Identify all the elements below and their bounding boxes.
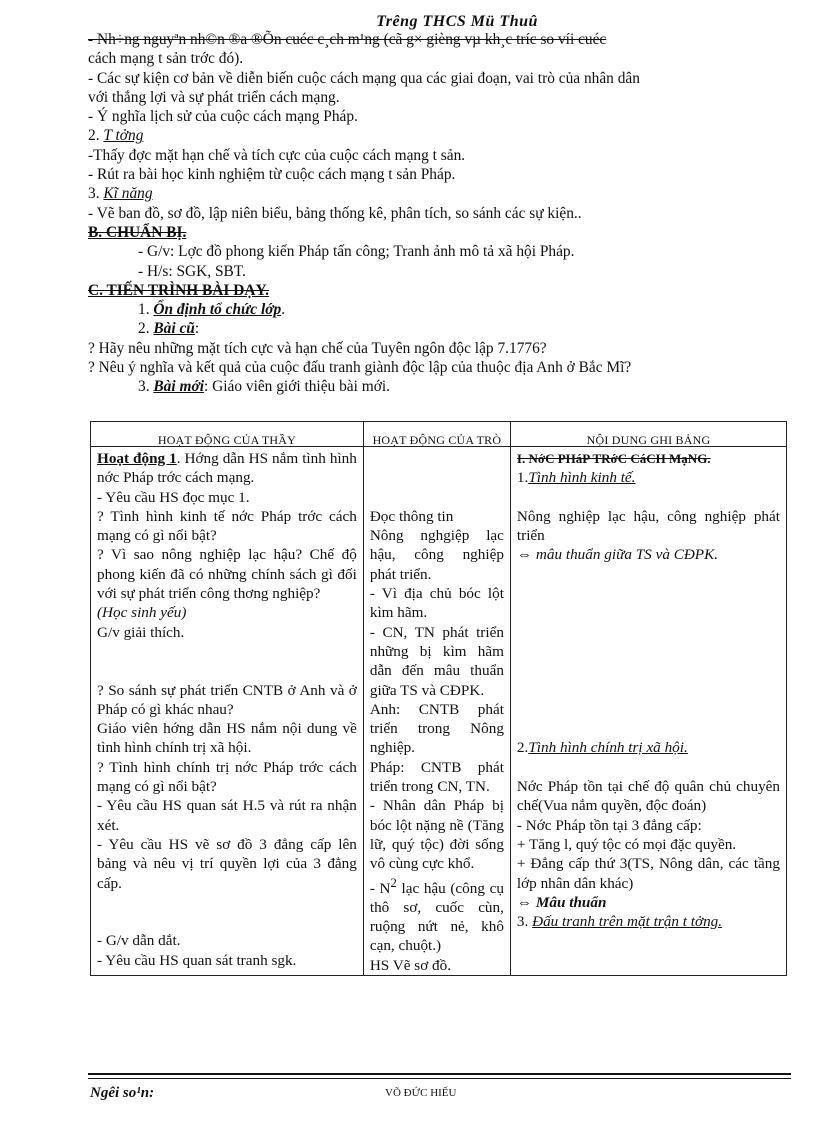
board-line: Nông nghiệp lạc hậu, công nghiệp phát triển <box>516 507 780 545</box>
activity-1 <box>97 449 357 488</box>
intro-line-5: - Ý nghĩa lịch sử của cuộc cách mạng Pháp. <box>88 108 358 126</box>
step-1-title: Ổn định tổ chức lớp <box>153 301 282 319</box>
subheading-title: Tình hình chính trị xã hội. <box>528 739 688 757</box>
teacher-note: (Học sinh yếu) <box>97 604 187 622</box>
step-2-title: Bài cũ <box>153 320 195 338</box>
prep-teacher: - G/v: Lợc đồ phong kiến Pháp tấn công; Tranh ảnh mô tả xã hội Pháp. <box>138 243 575 261</box>
board-line: - Nớc Pháp tồn tại 3 đẳng cấp: <box>516 816 702 834</box>
teacher-line: - Yêu cầu HS vẽ sơ đồ 3 đẳng cấp lên bảng và nêu vị trí quyền lợi của 3 đẳng cấp. <box>97 835 357 892</box>
footer-author-label: Ngêi so¹n: <box>90 1085 155 1101</box>
teacher-line: ? Tình hình kinh tế nớc Pháp trớc cách mạng có gì nổi bật? <box>97 507 357 545</box>
step-3-title: Bài mới <box>153 378 204 396</box>
student-line: Đọc thông tin <box>369 507 454 525</box>
header-teacher: HOẠT ĐỘNG CỦA THẦY <box>91 422 364 447</box>
text-part: mâu thuẩn giữa TS và CĐPK. <box>535 546 719 564</box>
intro-line-7: -Thấy đợc mặt hạn chế và tích cực của cuộc cách mạng t sản. <box>88 146 466 164</box>
school-header: Trêng THCS Mü Thuû <box>376 13 538 30</box>
header-board: NỘI DUNG GHI BẢNG <box>510 422 786 447</box>
intro-line-3: - Các sự kiện cơ bản về diễn biến cuộc cách mạng qua các giai đoạn, vai trò của nhân dân <box>88 69 640 87</box>
step-punct: : <box>194 320 200 338</box>
board-line: Nớc Pháp tồn tại chế độ quân chủ chuyên chế(Vua nắm quyền, độc đoán) <box>516 778 780 815</box>
board-line <box>517 893 780 912</box>
text-part: 3. <box>516 913 533 931</box>
student-line: - CN, TN phát triển những bị kìm hãm dẫn đến mâu thuẩn giữa TS và CĐPK. <box>369 623 504 699</box>
intro-line-8: - Rút ra bài học kinh nghiệm từ cuộc cách mạng t sản Pháp. <box>88 166 456 184</box>
student-line: Pháp: CNTB phát triển trong CN, TN. <box>369 758 504 796</box>
board-content-cell <box>510 447 786 976</box>
question-1: ? Hãy nêu những mặt tích cực và hạn chế của Tuyên ngôn độc lập 7.1776? <box>88 339 547 357</box>
student-line <box>370 874 504 956</box>
teacher-line: - Yêu cầu HS quan sát tranh sgk. <box>97 951 297 969</box>
step-punct: . <box>281 301 286 319</box>
teacher-line: G/v giải thích. <box>97 623 185 641</box>
student-activity-cell <box>363 447 510 976</box>
intro-line-10: - Vẽ ban đồ, sơ đồ, lập niên biểu, bảng thống kê, phân tích, so sánh các sự kiện.. <box>88 204 582 222</box>
activity-title: Hoạt động 1 <box>97 450 177 467</box>
footer-rule <box>88 1073 791 1075</box>
step-number: 1. <box>138 301 154 319</box>
teacher-line: ? Tình hình chính trị nớc Pháp trớc cách mạng có gì nổi bật? <box>97 758 357 796</box>
section-skills-title: Kĩ năng <box>103 185 153 203</box>
step-3 <box>88 377 786 396</box>
subheading-title: Tình hình kinh tế. <box>528 469 636 487</box>
footer-rule <box>88 1078 791 1079</box>
step-2 <box>88 319 786 338</box>
teacher-line: ? Vì sao nông nghiệp lạc hậu? Chế độ phong kiến đã có những chính sách gì đối với sự phát triển công thơng nghiệp? <box>97 546 357 603</box>
prep-student: - H/s: SGK, SBT. <box>138 262 246 280</box>
teacher-line: - Yêu cầu HS đọc mục 1. <box>97 488 250 506</box>
text-part: lạc hậu (công cụ thô sơ, cuốc cùn, ruộng nứt nẻ, khô cạn, chuột.) <box>369 879 504 955</box>
step-1 <box>88 300 786 319</box>
lesson-table <box>90 421 787 976</box>
intro-line-4: với thắng lợi và sự phát triển cách mạng. <box>88 88 340 106</box>
activity-desc: . Hớng dẫn HS nắm tình hình nớc Pháp trớc cách mạng. <box>97 450 357 487</box>
superscript: 2 <box>390 875 397 890</box>
section-number: 3. <box>88 185 104 203</box>
prep-title: B. CHUẨN BỊ. <box>88 223 187 241</box>
student-line: Anh: CNTB phát triển trong Nông nghiệp. <box>369 700 504 757</box>
teacher-line: Giáo viên hớng dẫn HS nắm nội dung về tình hình chính trị xã hội. <box>97 720 357 757</box>
procedure-title: C. TIẾN TRÌNH BÀI DẠY. <box>88 281 270 299</box>
section-attitude <box>88 126 786 145</box>
intro-line-2: cách mạng t sản trớc đó). <box>88 50 244 68</box>
footer-author-name: VÕ ĐỨC HIẾU <box>385 1087 457 1099</box>
text-part: Mâu thuẩn <box>535 893 607 911</box>
student-line: Nông nghgiệp lạc hậu, công nghiệp phát triển. <box>369 527 504 583</box>
board-line: + Tăng l, quý tộc có mọi đặc quyền. <box>516 835 737 853</box>
section-skills <box>88 184 786 203</box>
student-line: - Nhân dân Pháp bị bóc lột nặng nề (Tăng lữ, quý tộc) đời sống vô cùng cực khổ. <box>369 797 504 873</box>
double-arrow-icon: ⇔ <box>516 546 533 564</box>
text-part: 1. <box>516 469 529 487</box>
teacher-activity-cell <box>91 447 364 976</box>
text-part: 2. <box>516 739 529 757</box>
document-page <box>88 14 786 397</box>
step-3-rest: : Giáo viên giới thiệu bài mới. <box>203 378 390 396</box>
step-number: 2. <box>138 320 154 338</box>
section-number: 2. <box>88 127 104 145</box>
text-part: - N <box>369 879 391 897</box>
student-line: - Vì địa chủ bóc lột kìm hãm. <box>369 585 504 622</box>
table-header-row <box>91 422 787 447</box>
question-2: ? Nêu ý nghĩa và kết quả của cuộc đấu tranh giành độc lập của thuộc địa Anh ở Bắc Mĩ? <box>88 359 632 377</box>
board-heading: I. NớC PHáP TRớC CáCH MạNG. <box>516 451 711 466</box>
table-row <box>91 447 787 976</box>
board-subheading <box>517 738 780 757</box>
board-line <box>517 545 780 564</box>
intro-line-1: - Nh÷ng nguyªn nh©n ®a ®Õn cuéc c¸ch m¹ng (cã g× gièng vµ kh¸c tríc so víi cuéc <box>88 31 607 48</box>
double-arrow-icon: ⇔ <box>516 893 533 911</box>
section-attitude-title: T tởng <box>103 127 144 145</box>
student-line: HS Vẽ sơ đồ. <box>369 956 452 974</box>
board-subheading <box>517 912 780 931</box>
step-number: 3. <box>138 378 154 396</box>
header-student: HOẠT ĐỘNG CỦA TRÒ <box>363 422 510 447</box>
subheading-title: Đấu tranh trên mặt trận t tởng. <box>532 913 723 931</box>
teacher-line: - G/v dẫn dắt. <box>97 932 181 950</box>
board-subheading <box>517 468 780 487</box>
teacher-line: ? So sánh sự phát triển CNTB ở Anh và ở Pháp có gì khác nhau? <box>97 681 357 718</box>
teacher-line: - Yêu cầu HS quan sát H.5 và rút ra nhận xét. <box>97 797 357 834</box>
board-line: + Đẳng cấp thứ 3(TS, Nông dân, các tầng lớp nhân dân khác) <box>516 855 780 892</box>
